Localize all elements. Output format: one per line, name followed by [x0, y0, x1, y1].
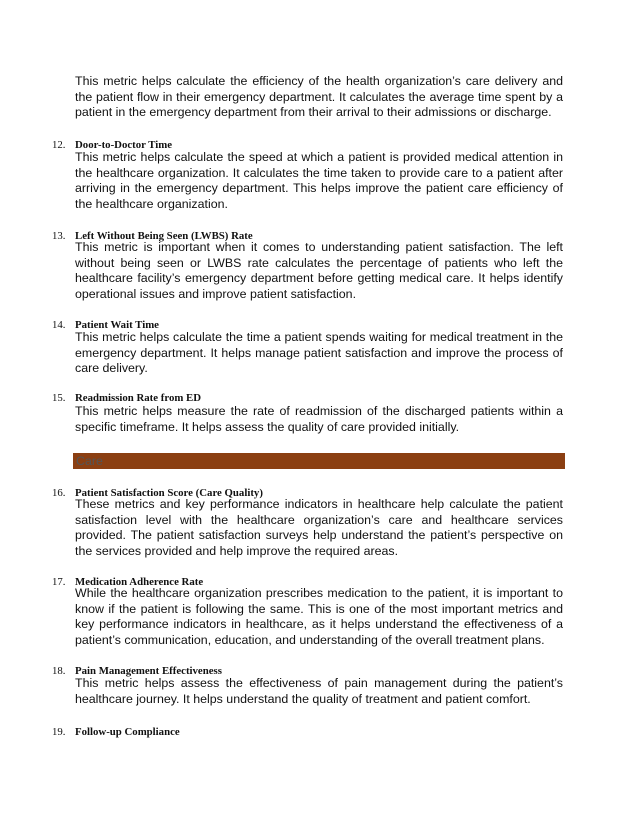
item-16-paragraph: These metrics and key performance indicators in healthcare help calculate the patient satisfaction level with the healthcare organization’s care and healthcare services provided. The patient satisfaction surveys help understand the patient’s perspective on the services provided and help improve the required areas. [75, 497, 563, 558]
item-title: Readmission Rate from ED [75, 392, 202, 404]
section-band-care [73, 453, 565, 469]
item-13-paragraph: This metric is important when it comes to understanding patient satisfaction. The left without being seen or LWBS rate calculates the percentage of patients who left the healthcare facility’s emergency department before getting medical care. It helps identify operational issues and improve patient satisfaction. [75, 240, 563, 301]
item-title: Follow-up Compliance [75, 726, 180, 738]
item-number: 14. [52, 319, 66, 331]
item-title: Patient Satisfaction Score (Care Quality) [75, 487, 263, 499]
item-number: 17. [52, 576, 66, 588]
item-number: 15. [52, 392, 66, 404]
item-17-paragraph: While the healthcare organization prescribes medication to the patient, it is important to know if the patient is following the same. This is one of the most important metrics and key performance indicators in healthcare, as it helps understand the effectiveness of a patient’s communication, education, and understanding of the overall treatment plans. [75, 586, 563, 647]
item-title: Left Without Being Seen (LWBS) Rate [75, 230, 253, 242]
item-18-paragraph: This metric helps assess the effectiveness of pain management during the patient’s healthcare journey. It helps understand the quality of treatment and patient comfort. [75, 676, 563, 706]
item-19-heading [52, 726, 180, 738]
item-number: 12. [52, 139, 66, 151]
item-number: 16. [52, 487, 66, 499]
item-number: 13. [52, 230, 66, 242]
item-title: Patient Wait Time [75, 319, 159, 331]
item-title: Pain Management Effectiveness [75, 665, 222, 677]
item-title: Medication Adherence Rate [75, 576, 204, 588]
item-title: Door-to-Doctor Time [75, 139, 173, 151]
section-band-label: Care [76, 454, 103, 468]
item-12-paragraph: This metric helps calculate the speed at which a patient is provided medical attention in the healthcare organization. It calculates the time taken to provide care to a patient after arriving in the emergency department. This helps improve the patient care efficiency of the healthcare organization. [75, 150, 563, 211]
item-14-paragraph: This metric helps calculate the time a patient spends waiting for medical treatment in the emergency department. It helps manage patient satisfaction and improve the process of care delivery. [75, 330, 563, 376]
intro-paragraph: This metric helps calculate the efficiency of the health organization’s care delivery and the patient flow in their emergency department. It calculates the average time spent by a patient in the emergency department from their arrival to their admissions or discharge. [75, 74, 563, 120]
item-number: 18. [52, 665, 66, 677]
item-number: 19. [52, 726, 66, 738]
item-15-heading [52, 392, 201, 404]
item-15-paragraph: This metric helps measure the rate of readmission of the discharged patients within a specific timeframe. It helps assess the quality of care provided initially. [75, 404, 563, 434]
